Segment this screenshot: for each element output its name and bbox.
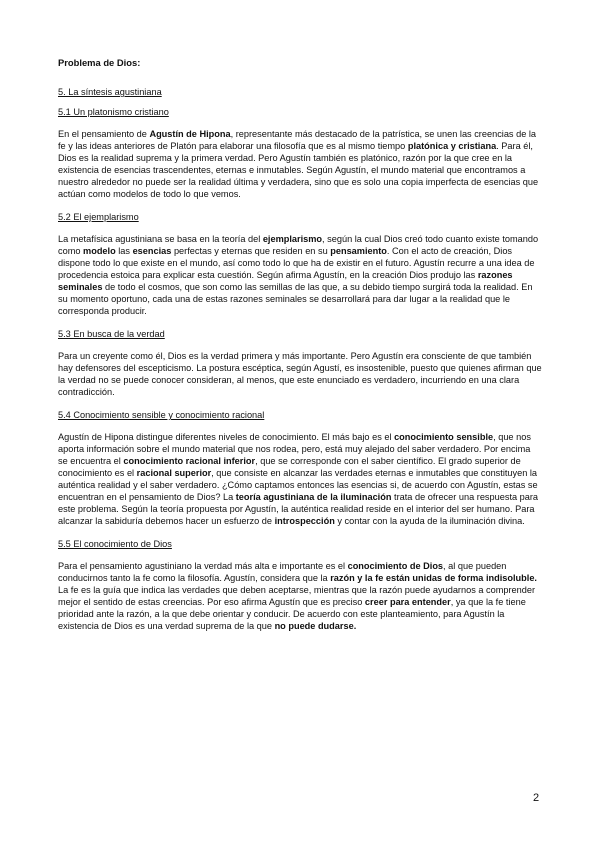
page-number: 2 (533, 792, 540, 804)
bold-term: ejemplarismo (262, 234, 323, 244)
section-heading-5-5: 5.5 El conocimiento de Dios (58, 539, 172, 549)
text-run: , que consiste en alcanzar las verdades eternas e inmutables que constituyen la auténtica realidad y el saber verdadero. ¿Cómo captamos entonces las esencias si, de acuerdo con Agustín, estas se encuentran en el pensamiento de Dios? La (58, 468, 538, 502)
text-run: , ya que la fe tiene prioridad ante la razón, a la que debe orientar y conducir. De acuerdo con este planteamiento, para Agustín la existencia de Dios es una verdad suprema de la que (58, 597, 526, 631)
bold-term: conocimiento de Dios (347, 561, 444, 571)
text-run: de todo el cosmos, que son como las semillas de las que, a su debido tiempo surgirá toda la realidad. En su momento oportuno, cada una de estas razones seminales se desarrollará para dar lugar a la realidad que le corresponda producir. (58, 282, 533, 316)
bold-term: conocimiento racional inferior (123, 456, 256, 466)
bold-term: no puede dudarse. (274, 621, 357, 631)
bold-term: modelo (83, 246, 116, 256)
text-run: perfectas y eternas que residen en su (171, 246, 331, 256)
text-run: En el pensamiento de (58, 129, 150, 139)
bold-term: razón y la fe están unidas de forma indisoluble. (330, 573, 537, 583)
text-run: , al que pueden conducirnos tanto la fe como la filosofía. Agustín, considera que la (58, 561, 507, 583)
bold-term: razones seminales (58, 270, 513, 292)
bold-term: platónica y cristiana (407, 141, 497, 151)
bold-term: creer para entender (364, 597, 451, 607)
bold-term: conocimiento sensible (394, 432, 494, 442)
text-run: . Para él, Dios es la realidad suprema y la primera verdad. Pero Agustín también es platónico, razón por la que cree en la existencia de esencias trascendentes, eternas e inmutables. Según Agustín, el mundo material que encontramos a nuestro alrededor no puede ser la realidad última y verdadera, sino que es solo una copia imperfecta de esencias que actúan como modelos de todo lo que vemos. (58, 141, 539, 199)
bold-term: racional superior (136, 468, 212, 478)
text-run: , que se corresponde con el saber científico. El grado superior de conocimiento es el (58, 456, 521, 478)
text-run: La metafísica agustiniana se basa en la teoría del (58, 234, 263, 244)
paragraph (58, 233, 542, 317)
paragraph (58, 431, 542, 527)
text-run: La fe es la guía que indica las verdades que deben aceptarse, mientras que la razón puede ayudarnos a comprender mejor el sentido de estas creencias. Por eso afirma Agustín que es preciso (58, 585, 536, 607)
bold-term: esencias (132, 246, 172, 256)
text-run: , que nos aporta información sobre el mundo material que nos rodea, pero, está muy alejado del saber verdadero. Por encima se encuentra el (58, 432, 531, 466)
text-run: Agustín de Hipona distingue diferentes niveles de conocimiento. El más bajo es el (58, 432, 395, 442)
text-run: Para el pensamiento agustiniano la verdad más alta e importante es el (58, 561, 348, 571)
paragraph (58, 560, 542, 632)
paragraph (58, 350, 542, 398)
bold-term: introspección (274, 516, 335, 526)
text-run: Para un creyente como él, Dios es la verdad primera y más importante. Pero Agustín era consciente de que también hay defensores del escepticismo. La postura escéptica, según Agustí, es insostenible, puesto que quienes afirman que la verdad no se puede conocer consideran, al menos, que este enunciado es verdadero, incurriendo en una clara contradicción. (58, 351, 542, 397)
bold-term: Agustín de Hipona (149, 129, 231, 139)
text-run: trata de ofrecer una respuesta para este problema. Según la teoría propuesta por Agustín, la auténtica realidad reside en el interior del ser humano. Para alcanzar la sabiduría debemos hacer un esfuerzo de (58, 492, 539, 526)
text-run: las (115, 246, 133, 256)
text-run: y contar con la ayuda de la iluminación divina. (334, 516, 525, 526)
document-title: Problema de Dios: (58, 57, 141, 68)
section-heading-5-2: 5.2 El ejemplarismo (58, 212, 139, 222)
bold-term: pensamiento (330, 246, 387, 256)
section-heading-5-1: 5.1 Un platonismo cristiano (58, 107, 169, 117)
text-run: , representante más destacado de la patrística, se unen las creencias de la fe y las ideas anteriores de Platón para elaborar una filosofía que es al mismo tiempo (58, 129, 537, 151)
section-heading-5-3: 5.3 En busca de la verdad (58, 329, 165, 339)
section-heading-5-4: 5.4 Conocimiento sensible y conocimiento racional (58, 410, 265, 420)
paragraph (58, 128, 542, 200)
text-run: . Con el acto de creación, Dios dispone todo lo que existe en el mundo, así como todo lo que ha de existir en el futuro. Agustín recurre a una idea de procedencia estoica para explicar esta cuestión. Según afirma Agustín, en la creación Dios produjo las (58, 246, 535, 280)
document-body (58, 57, 542, 643)
bold-term: teoría agustiniana de la iluminación (235, 492, 392, 502)
main-section-heading: 5. La síntesis agustiniana (58, 87, 162, 97)
text-run: , según la cual Dios creó todo cuanto existe tomando como (58, 234, 539, 256)
